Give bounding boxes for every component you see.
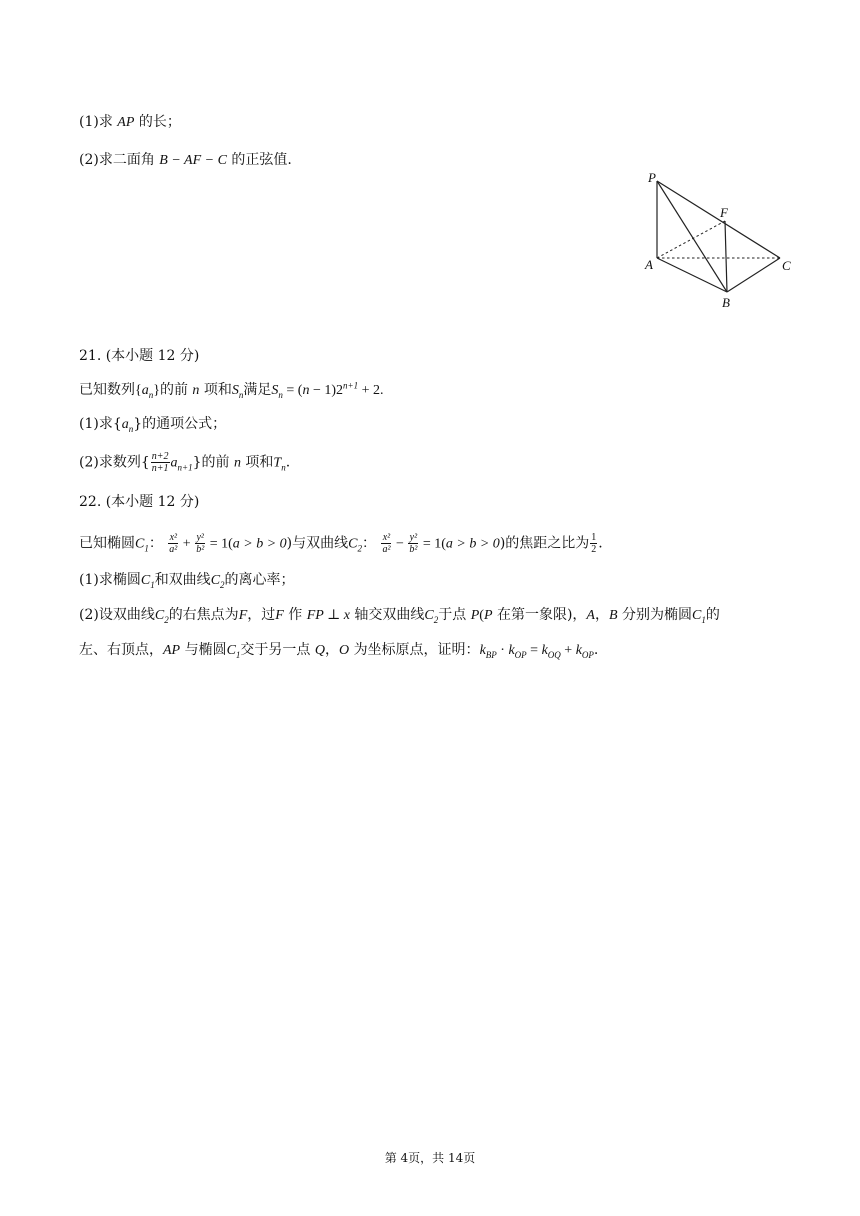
- math: C: [348, 536, 358, 552]
- math-sub: n: [238, 389, 244, 400]
- q21-part2: [79, 451, 290, 474]
- text: .: [285, 454, 291, 471]
- text: 左、右顶点，: [79, 642, 163, 658]
- math: k: [541, 643, 548, 658]
- math: Q: [314, 643, 325, 658]
- q22-part1: [79, 570, 295, 591]
- text: (2)设双曲线: [79, 607, 155, 623]
- text: 满足: [243, 382, 272, 398]
- math-sub: 1: [701, 614, 706, 625]
- q20-part1: [79, 112, 181, 133]
- math: k: [508, 643, 515, 658]
- math: a > b > 0: [232, 536, 287, 552]
- math: a > b > 0: [445, 536, 500, 552]
- text: 已知椭圆: [79, 535, 135, 552]
- page-footer: 第 4页，共 14页: [384, 1151, 476, 1165]
- math-sub: n: [148, 389, 154, 400]
- text: 项和: [245, 454, 274, 471]
- fraction: [195, 532, 205, 555]
- edge-AF-dashed: [657, 221, 725, 258]
- label-P: P: [648, 170, 656, 185]
- math: C: [154, 608, 165, 623]
- math-sub: BP: [485, 649, 497, 660]
- math-sub: n: [128, 423, 134, 434]
- text: ，: [594, 607, 609, 623]
- q20-part2-tail: 的正弦值.: [231, 152, 292, 168]
- numerator: y²: [196, 532, 204, 543]
- q20-part2-expr: B − AF − C: [159, 153, 227, 168]
- text: (1)求{: [79, 416, 122, 432]
- text: 和双曲线: [154, 572, 211, 588]
- text: 已知数列: [79, 382, 135, 398]
- text: 的离心率；: [224, 572, 295, 588]
- text: ：: [148, 535, 163, 552]
- text: )与双曲线: [286, 535, 349, 552]
- denominator: 2: [591, 544, 597, 555]
- denominator: a²: [382, 544, 391, 555]
- text: .: [598, 535, 603, 552]
- fraction: [590, 532, 597, 555]
- math: k: [575, 643, 582, 658]
- math-sub: OQ: [547, 649, 561, 660]
- label-C: C: [782, 258, 791, 273]
- math: + 2.: [358, 383, 384, 398]
- text: 的右焦点为: [168, 607, 239, 623]
- math: {: [135, 383, 142, 398]
- q20-part1-var: AP: [117, 115, 135, 130]
- text: 的前: [159, 382, 188, 398]
- math: n: [233, 455, 241, 471]
- math: O: [338, 643, 350, 658]
- fraction: [408, 532, 418, 555]
- math: k: [479, 643, 486, 658]
- text: 于点: [438, 607, 467, 623]
- text: ，过: [247, 607, 276, 623]
- math: (: [479, 608, 484, 623]
- math-sup: n+1: [343, 380, 359, 391]
- q20-part1-tail: 的长；: [138, 114, 181, 130]
- math: S: [231, 383, 239, 398]
- q21-part1: [79, 414, 226, 435]
- denominator: n+1: [151, 463, 169, 474]
- math: +: [560, 643, 576, 658]
- math: ·: [496, 643, 509, 658]
- math: C: [140, 573, 151, 588]
- text: 在第一象限)，: [496, 607, 587, 623]
- math: = 1(: [206, 536, 233, 552]
- text: 分别为椭圆: [622, 607, 692, 623]
- math: F: [275, 608, 284, 623]
- math: n: [302, 383, 310, 398]
- numerator: x²: [169, 532, 178, 543]
- text: .: [593, 642, 599, 658]
- q21-heading: 21. (本小题 12 分): [79, 348, 200, 364]
- math-sub: OP: [581, 649, 594, 660]
- math: a: [170, 455, 178, 471]
- numerator: y²: [409, 532, 418, 543]
- math: FP ⊥ x: [306, 608, 350, 623]
- edge-BC: [727, 258, 780, 292]
- math: C: [692, 608, 702, 623]
- math: B: [608, 608, 618, 623]
- math: T: [273, 455, 282, 471]
- math-sub: 2: [220, 579, 225, 590]
- edge-BF: [725, 221, 727, 292]
- text: ，: [324, 642, 339, 658]
- math-sub: 2: [357, 543, 362, 554]
- math-sub: 1: [150, 579, 155, 590]
- math: AP: [163, 643, 181, 658]
- label-B: B: [722, 295, 730, 310]
- q20-part2-label: (2)求二面角: [79, 152, 155, 168]
- fraction: [151, 451, 170, 474]
- math: C: [210, 573, 221, 588]
- text: ：: [361, 535, 376, 552]
- fraction: [168, 532, 178, 555]
- q22-stem: [79, 532, 603, 555]
- math-sub: n: [281, 462, 286, 473]
- q22-part2-line2: [79, 640, 598, 661]
- math: S: [271, 383, 279, 398]
- math: C: [135, 536, 145, 552]
- math: −: [392, 536, 408, 552]
- math: }: [153, 383, 160, 398]
- math: a: [141, 383, 149, 398]
- math: n: [192, 383, 200, 398]
- math: C: [424, 608, 434, 623]
- text: 项和: [203, 382, 232, 398]
- q20-part1-label: (1)求: [79, 114, 113, 130]
- denominator: b²: [196, 544, 205, 555]
- text: 作: [288, 607, 303, 623]
- text: 与椭圆: [184, 642, 227, 658]
- math-sub: 2: [433, 614, 439, 625]
- text: 的: [705, 607, 720, 623]
- edge-PC: [657, 181, 780, 258]
- q22-heading: 22. (本小题 12 分): [79, 494, 200, 510]
- text: 交于另一点: [240, 642, 311, 658]
- math: A: [586, 608, 595, 623]
- math: C: [226, 643, 236, 658]
- text: }的前: [192, 454, 230, 471]
- text: (1)求椭圆: [79, 572, 141, 588]
- math: F: [238, 608, 248, 623]
- math: P: [470, 608, 480, 623]
- math-sub: n+1: [177, 462, 193, 473]
- math-sub: OP: [514, 649, 527, 660]
- fraction: [381, 532, 391, 555]
- math: = 1(: [419, 536, 446, 552]
- text: }的通项公式；: [133, 416, 227, 432]
- q20-part2: [79, 150, 292, 171]
- q21-stem: [79, 380, 383, 401]
- text: 轴交双曲线: [354, 607, 425, 623]
- math: − 1)2: [309, 383, 343, 398]
- text: (2)求数列{: [79, 454, 150, 471]
- math: = (: [282, 383, 303, 398]
- geometry-figure: [640, 166, 800, 312]
- math-sub: 2: [164, 614, 169, 625]
- math-sub: 1: [144, 543, 149, 554]
- denominator: b²: [409, 544, 418, 555]
- label-A: A: [645, 257, 653, 272]
- math: =: [526, 643, 542, 658]
- numerator: n+2: [151, 451, 169, 462]
- text: 为坐标原点，证明：: [353, 642, 480, 658]
- math: P: [483, 608, 493, 623]
- math: +: [179, 536, 195, 552]
- text: )的焦距之比为: [499, 535, 590, 552]
- denominator: a²: [169, 544, 178, 555]
- math-sub: 1: [235, 649, 241, 660]
- math: a: [121, 417, 129, 432]
- label-F: F: [720, 205, 728, 220]
- math-sub: n: [278, 389, 283, 400]
- numerator: 1: [591, 532, 597, 543]
- numerator: x²: [382, 532, 391, 543]
- q22-part2-line1: [79, 605, 720, 626]
